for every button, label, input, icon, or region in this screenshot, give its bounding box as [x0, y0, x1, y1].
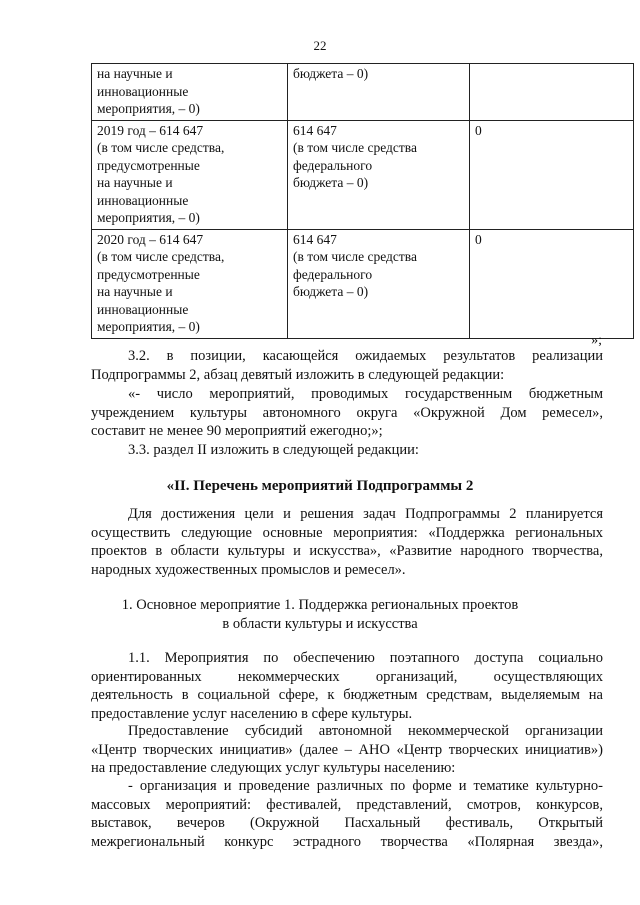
text-line: Для достижения цели и решения задач Подпрограммы 2 планируется	[128, 506, 603, 522]
cell-line: бюджета – 0)	[293, 284, 369, 299]
text-line: межрегиональный конкурс эстрадного творчества «Полярная звезда»,	[91, 833, 603, 850]
section-title: «II. Перечень мероприятий Подпрограммы 2	[166, 478, 474, 494]
text-line: Предоставление субсидий автономной некоммерческой организации	[128, 723, 603, 739]
cell-line: (в том числе средства	[293, 140, 417, 155]
text-line: учреждением культуры автономного округа «Окружной Дом ремесел»,	[91, 404, 603, 421]
text-line: массовых мероприятий: фестивалей, представлений, смотров, конкурсов,	[91, 796, 603, 813]
text-line: «Центр творческих инициатив» (далее – АНО «Центр творческих инициатив»)	[91, 741, 603, 758]
cell-line: на научные и	[97, 284, 173, 299]
cell-line: мероприятия, – 0)	[97, 101, 200, 116]
table-cell-years	[92, 229, 288, 338]
cell-line: предусмотренные	[97, 266, 200, 282]
text-line: выставок, вечеров (Окружной Пасхальный фестиваль, Открытый	[91, 815, 603, 831]
budget-table	[91, 63, 634, 339]
cell-line: (в том числе средства,	[97, 140, 225, 155]
paragraph-1-1	[91, 649, 603, 723]
cell-line: 2020 год – 614 647	[97, 231, 204, 247]
table-cell-federal	[288, 120, 470, 229]
cell-line: бюджета – 0)	[293, 175, 369, 190]
text-line: - организация и проведение различных по форме и тематике культурно-	[128, 778, 603, 794]
text-line: проектов в области культуры и искусства», «Развитие народного творчества,	[91, 543, 603, 559]
table-cell-federal	[288, 64, 470, 121]
paragraph-subsidy	[91, 722, 603, 778]
table-cell-other	[470, 120, 634, 229]
paragraph-3-3	[91, 441, 603, 460]
text-line: на предоставление следующих услуг культуры населению:	[91, 760, 456, 776]
table-cell-other	[470, 64, 634, 121]
table-cell-federal	[288, 229, 470, 338]
cell-line: (в том числе средства,	[97, 249, 225, 264]
page-number: 22	[313, 38, 327, 53]
table-cell-years	[92, 120, 288, 229]
text-line: 1.1. Мероприятия по обеспечению поэтапного доступа социально	[128, 650, 603, 666]
cell-line: федерального	[293, 157, 373, 173]
cell-line: (в том числе средства	[293, 249, 417, 264]
table-cell-other	[470, 229, 634, 338]
table-row	[92, 120, 634, 229]
text-line: ориентированных некоммерческих организаций, осуществляющих	[91, 668, 603, 685]
text-line: 3.2. в позиции, касающейся ожидаемых результатов реализации	[128, 348, 603, 364]
cell-line: предусмотренные	[97, 157, 200, 173]
table-cell-years	[92, 64, 288, 121]
cell-line: инновационные	[97, 83, 189, 99]
text-line: составит не менее 90 мероприятий ежегодно;»;	[91, 423, 383, 439]
cell-line: 2019 год – 614 647	[97, 122, 204, 138]
table-row	[92, 64, 634, 121]
cell-line: инновационные	[97, 301, 189, 317]
cell-line: на научные и	[97, 175, 173, 190]
cell-line: 614 647	[293, 231, 337, 247]
cell-line: 0	[475, 231, 482, 247]
text-line: 1. Основное мероприятие 1. Поддержка региональных проектов	[121, 597, 519, 613]
cell-line: инновационные	[97, 192, 189, 208]
cell-line: мероприятия, – 0)	[97, 210, 200, 225]
text-line: деятельность в социальной сфере, к бюджетным средствам, выделяемым на	[91, 687, 603, 703]
text-line: Подпрограммы 2, абзац девятый изложить в следующей редакции:	[91, 366, 505, 383]
cell-line: на научные и	[97, 66, 173, 81]
cell-line: 614 647	[293, 122, 337, 138]
cell-line: мероприятия, – 0)	[97, 319, 200, 334]
cell-line: федерального	[293, 266, 373, 282]
subsection-title	[0, 596, 640, 633]
text-line: народных художественных промыслов и ремесел».	[91, 561, 406, 578]
intro-paragraph	[91, 505, 603, 579]
quote-3-2	[91, 385, 603, 441]
cell-line: бюджета – 0)	[293, 66, 369, 81]
table-row	[92, 229, 634, 338]
text-line: предоставление услуг населению в сфере культуры.	[91, 705, 413, 722]
text-line: в области культуры и искусства	[222, 615, 418, 632]
table-closing-mark: »;	[591, 333, 602, 348]
text-line: 3.3. раздел II изложить в следующей редакции:	[128, 442, 419, 458]
paragraph-3-2	[91, 347, 603, 384]
text-line: осуществить следующие основные мероприятия: «Поддержка региональных	[91, 524, 603, 541]
list-item	[91, 777, 603, 851]
text-line: «- число мероприятий, проводимых государственным бюджетным	[128, 386, 603, 402]
cell-line: 0	[475, 122, 482, 138]
